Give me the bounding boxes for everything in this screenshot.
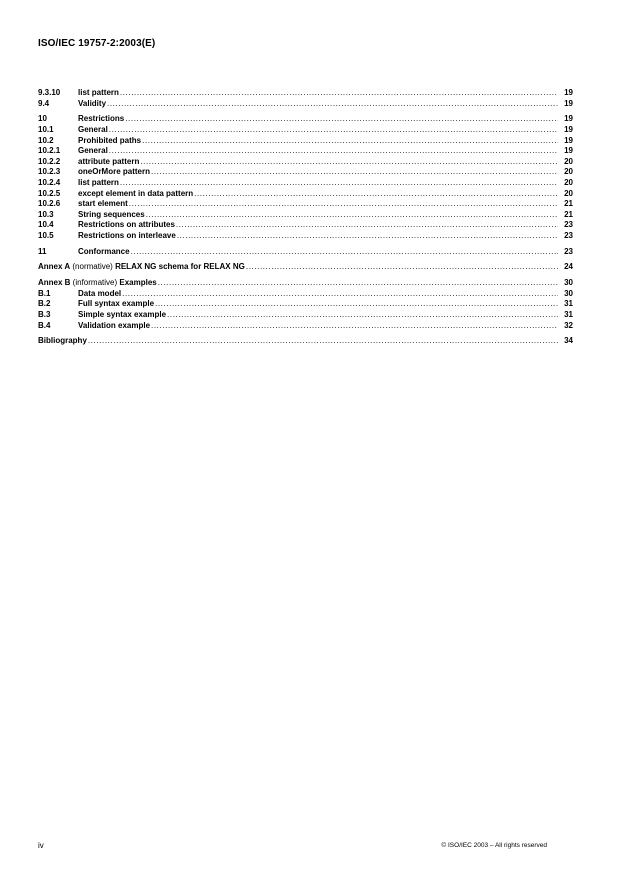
toc-entry-page: 19 <box>564 98 573 108</box>
toc-entry[interactable] <box>38 199 573 210</box>
toc-entry-number: B.3 <box>38 310 51 320</box>
dot-leader <box>109 125 558 136</box>
toc-entry-title: Prohibited paths <box>78 135 142 145</box>
toc-entry[interactable] <box>38 289 573 300</box>
dot-leader <box>109 146 558 157</box>
toc-entry-page: 31 <box>564 299 573 309</box>
toc-entry[interactable] <box>38 99 573 110</box>
dot-leader <box>177 231 558 242</box>
toc-entry[interactable] <box>38 178 573 189</box>
dot-leader <box>125 114 558 125</box>
toc-entry-title: Conformance <box>78 246 130 256</box>
toc-entry[interactable] <box>38 220 573 231</box>
dot-leader <box>151 321 558 332</box>
toc-entry-page: 32 <box>564 320 573 330</box>
toc-entry-number: 10.2.5 <box>38 188 61 198</box>
toc-entry-number: 9.4 <box>38 98 50 108</box>
toc-entry-page: 31 <box>564 310 573 320</box>
toc-entry-page: 19 <box>564 88 573 97</box>
toc-entry-page: 19 <box>564 124 573 134</box>
dot-leader <box>142 136 558 147</box>
toc-entry-page: 20 <box>564 177 573 187</box>
toc-entry-title: Simple syntax example <box>78 310 167 320</box>
toc-entry-title: Restrictions on attributes <box>78 220 175 230</box>
toc-entry[interactable] <box>38 114 573 125</box>
toc-entry-page: 19 <box>564 135 573 145</box>
toc-entry-page: 20 <box>564 188 573 198</box>
toc-entry-page: 21 <box>564 209 573 219</box>
toc-entry-page: 23 <box>564 246 573 256</box>
dot-leader <box>176 220 558 231</box>
toc-entry-title: String sequences <box>78 209 145 219</box>
toc-entry-title: oneOrMore pattern <box>78 167 151 177</box>
dot-leader <box>120 88 558 99</box>
toc-entry-number: B.1 <box>38 288 51 298</box>
copyright-notice: © ISO/IEC 2003 – All rights reserved <box>441 842 547 849</box>
dot-leader <box>194 189 558 200</box>
toc-entry-title: list pattern <box>78 88 119 97</box>
dot-leader <box>158 278 558 289</box>
toc-entry-number: 10.2.1 <box>38 146 61 156</box>
toc-entry-number: 10.2.3 <box>38 167 61 177</box>
dot-leader <box>120 178 558 189</box>
toc-entry[interactable] <box>38 125 573 136</box>
toc-entry-title: Validity <box>78 98 107 108</box>
annex-label: Annex A <box>38 262 71 272</box>
toc-entry[interactable] <box>38 136 573 147</box>
dot-leader <box>122 289 558 300</box>
toc-entry-number: 9.3.10 <box>38 88 61 97</box>
toc-entry[interactable] <box>38 157 573 168</box>
toc-entry-page: 23 <box>564 230 573 240</box>
toc-entry-number: B.4 <box>38 320 51 330</box>
annex-qualifier: (normative) <box>70 262 116 272</box>
toc-entry-page: 20 <box>564 167 573 177</box>
dot-leader <box>140 157 558 168</box>
toc-entry[interactable] <box>38 231 573 242</box>
toc-entry[interactable] <box>38 167 573 178</box>
document-id-header: ISO/IEC 19757-2:2003(E) <box>38 38 156 49</box>
toc-entry-number: 10.5 <box>38 230 54 240</box>
toc-entry-number: 10.2.2 <box>38 156 61 166</box>
toc-entry-page: 30 <box>564 288 573 298</box>
toc-entry[interactable] <box>38 88 573 99</box>
toc-entry-number: 10.2 <box>38 135 54 145</box>
toc-entry-title: Bibliography <box>38 336 87 346</box>
toc-entry-page: 34 <box>564 336 573 346</box>
toc-entry-title: Restrictions on interleave <box>78 230 176 240</box>
toc-entry[interactable] <box>38 310 573 321</box>
dot-leader <box>151 167 558 178</box>
toc-entry-page: 20 <box>564 156 573 166</box>
toc-entry-number: 10.3 <box>38 209 54 219</box>
toc-entry-title: Restrictions <box>78 114 125 124</box>
toc-entry[interactable] <box>38 299 573 310</box>
toc-entry-title <box>38 278 157 289</box>
annex-label: Annex B <box>38 278 71 288</box>
toc-entry-title: attribute pattern <box>78 156 140 166</box>
toc-entry-page: 21 <box>564 199 573 209</box>
dot-leader <box>131 247 558 258</box>
annex-qualifier: (informative) <box>70 278 120 288</box>
toc-entry-number: 10.1 <box>38 124 54 134</box>
toc-entry-number: 10.2.4 <box>38 177 61 187</box>
toc-entry-title: General <box>78 124 108 134</box>
annex-title: RELAX NG schema for RELAX NG <box>115 262 245 272</box>
toc-entry-page: 24 <box>564 262 573 272</box>
toc-entry[interactable] <box>38 189 573 200</box>
toc-entry[interactable] <box>38 210 573 221</box>
toc-entry-title: Validation example <box>78 320 151 330</box>
dot-leader <box>155 299 558 310</box>
toc-entry[interactable] <box>38 262 573 273</box>
page-number: iv <box>38 841 44 850</box>
table-of-contents <box>38 88 573 347</box>
toc-entry-number: 11 <box>38 246 47 256</box>
toc-entry-page: 30 <box>564 278 573 288</box>
toc-entry-number: 10.2.6 <box>38 199 61 209</box>
toc-entry[interactable] <box>38 336 573 347</box>
toc-entry[interactable] <box>38 247 573 258</box>
toc-entry-number: 10 <box>38 114 47 124</box>
toc-entry-title: Full syntax example <box>78 299 155 309</box>
dot-leader <box>88 336 558 347</box>
toc-entry-page: 19 <box>564 114 573 124</box>
toc-entry-number: B.2 <box>38 299 51 309</box>
toc-entry-title <box>38 262 245 273</box>
toc-entry-title: Data model <box>78 288 122 298</box>
toc-entry-number: 10.4 <box>38 220 54 230</box>
dot-leader <box>167 310 558 321</box>
toc-entry-title: General <box>78 146 108 156</box>
toc-entry-page: 19 <box>564 146 573 156</box>
toc-entry-page: 23 <box>564 220 573 230</box>
toc-entry[interactable] <box>38 146 573 157</box>
dot-leader <box>129 199 558 210</box>
toc-entry[interactable] <box>38 321 573 332</box>
toc-entry[interactable] <box>38 278 573 289</box>
dot-leader <box>107 99 558 110</box>
toc-entry-title: start element <box>78 199 128 209</box>
annex-title: Examples <box>119 278 157 288</box>
toc-entry-title: list pattern <box>78 177 119 187</box>
dot-leader <box>246 262 558 273</box>
toc-entry-title: except element in data pattern <box>78 188 194 198</box>
dot-leader <box>146 210 558 221</box>
